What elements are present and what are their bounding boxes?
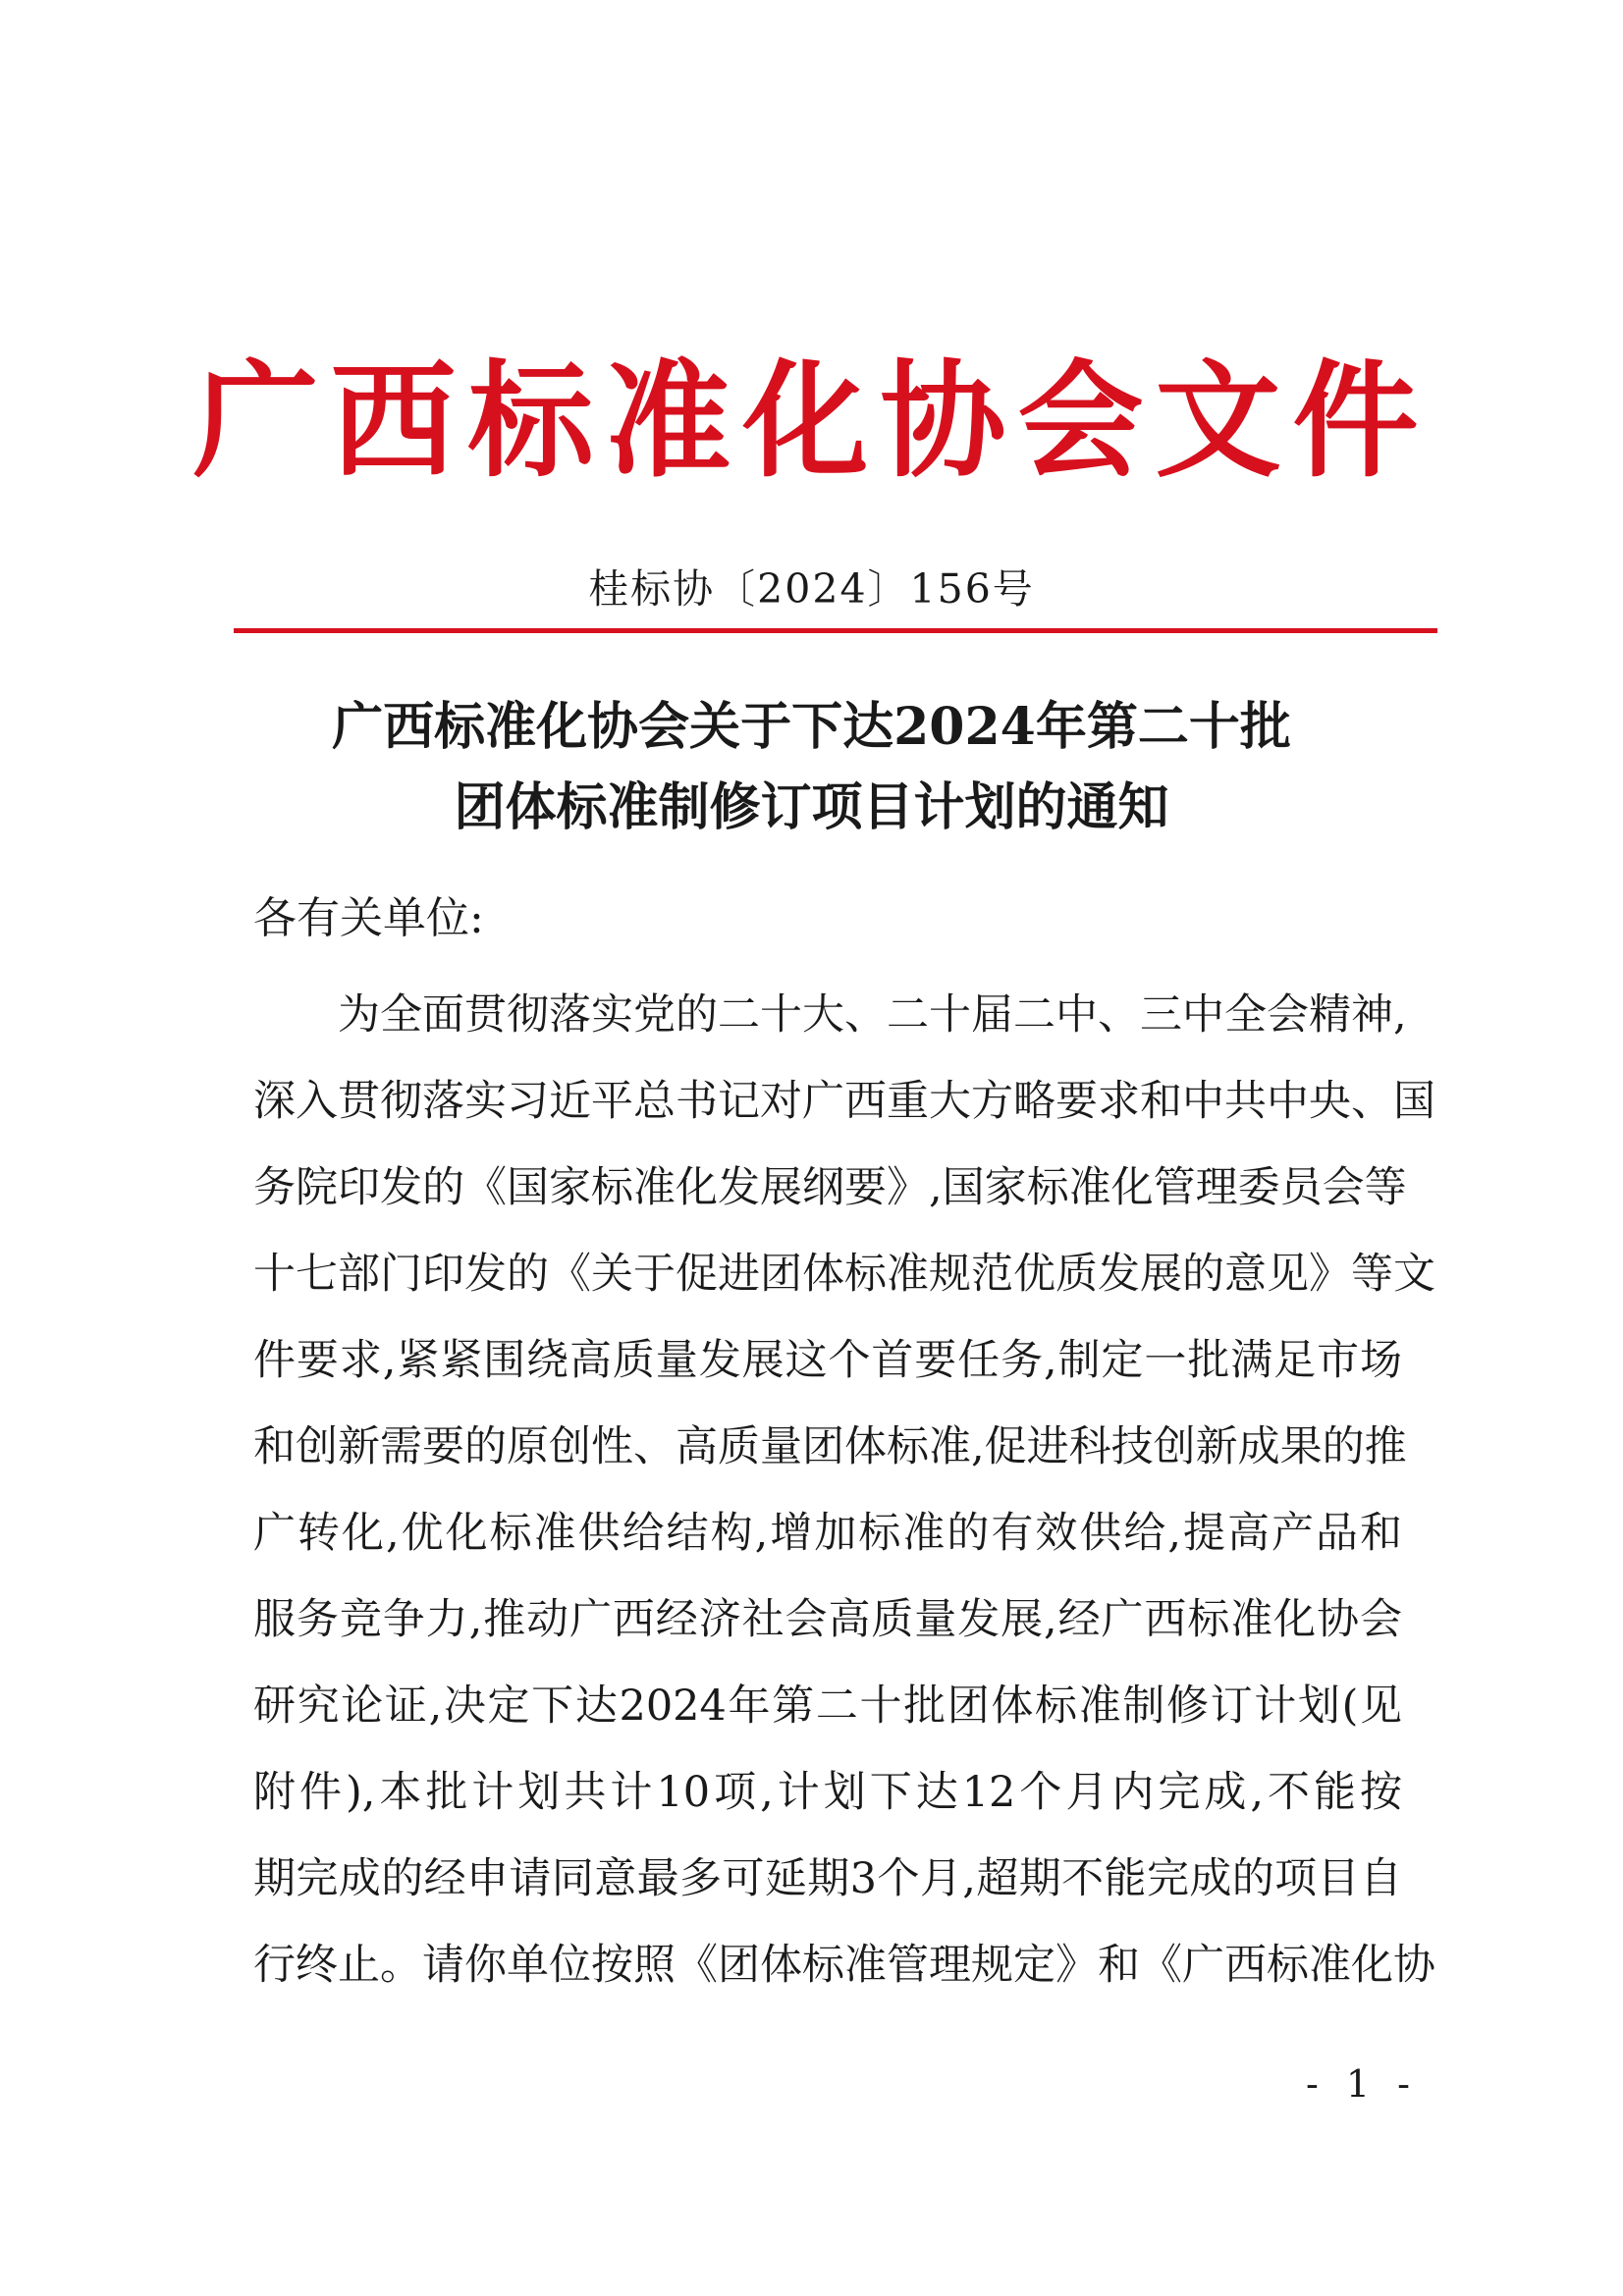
body-line: 深入贯彻落实习近平总书记对广西重大方略要求和中共中央、国 — [253, 1077, 1435, 1126]
document-number: 桂标协〔2024〕156号 — [588, 565, 1035, 613]
body-line: 附件),本批计划共计10项,计划下达12个月内完成,不能按 — [253, 1768, 1402, 1817]
body-line: 研究论证,决定下达2024年第二十批团体标准制修订计划(见 — [253, 1682, 1402, 1731]
body-paragraph — [253, 972, 1435, 2008]
body-line: 为全面贯彻落实党的二十大、二十届二中、三中全会精神, — [338, 990, 1407, 1040]
body-line: 广转化,优化标准供给结构,增加标准的有效供给,提高产品和 — [253, 1509, 1402, 1558]
red-divider-line — [234, 628, 1437, 633]
body-line: 务院印发的《国家标准化发展纲要》,国家标准化管理委员会等 — [253, 1163, 1407, 1212]
body-line: 和创新需要的原创性、高质量团体标准,促进科技创新成果的推 — [253, 1422, 1407, 1471]
notice-title-line-1: 广西标准化协会关于下达2024年第二十批 — [332, 697, 1291, 757]
notice-title-line-2: 团体标准制修订项目计划的通知 — [454, 777, 1169, 837]
body-line: 件要求,紧紧围绕高质量发展这个首要任务,制定一批满足市场 — [253, 1336, 1402, 1385]
body-line: 十七部门印发的《关于促进团体标准规范优质发展的意见》等文 — [253, 1250, 1435, 1299]
body-line: 行终止。请你单位按照《团体标准管理规定》和《广西标准化协 — [253, 1941, 1435, 1990]
body-line: 服务竞争力,推动广西经济社会高质量发展,经广西标准化协会 — [253, 1595, 1402, 1644]
page-number: - 1 - — [1306, 2062, 1419, 2106]
masthead-title: 广西标准化协会文件 — [192, 348, 1431, 495]
salutation: 各有关单位: — [253, 893, 484, 943]
body-line: 期完成的经申请同意最多可延期3个月,超期不能完成的项目自 — [253, 1854, 1402, 1903]
notice-title — [0, 687, 1623, 848]
